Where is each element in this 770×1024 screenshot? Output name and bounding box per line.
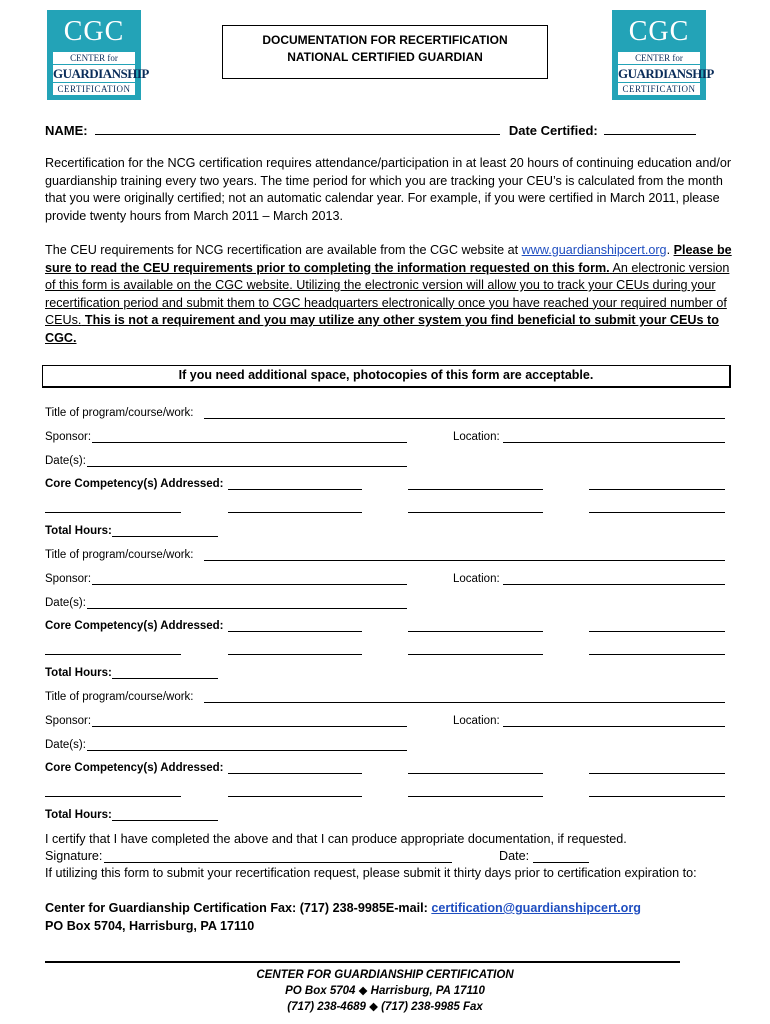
total-hours-field[interactable] [112,820,218,821]
logo-center-text: CENTER for [53,52,135,64]
core-field-1[interactable] [228,631,362,632]
core-field-3[interactable] [589,773,725,774]
core-field-4[interactable] [45,654,181,655]
dates-label: Date(s): [45,597,86,609]
title-label: Title of program/course/work: [45,691,194,703]
core-label: Core Competency(s) Addressed: [45,620,224,632]
core-field-6[interactable] [408,512,543,513]
name-row [45,122,696,138]
dates-label: Date(s): [45,455,86,467]
notice-box: If you need additional space, photocopies of this form are acceptable. [42,365,731,388]
ceu-suffix: . [666,243,671,257]
footer-divider [45,961,680,963]
logo-certification-text: CERTIFICATION [618,83,700,95]
core-field-5[interactable] [228,796,362,797]
core-field-2[interactable] [408,631,543,632]
logo-cgc-text: CGC [63,16,125,47]
core-field-1[interactable] [228,773,362,774]
cgc-address-line: PO Box 5704, Harrisburg, PA 17110 [45,919,255,933]
name-label: NAME: [45,123,88,138]
email-link[interactable]: certification@guardianshipcert.org [431,901,641,915]
signature-label: Signature: [45,849,103,863]
date-certified-label: Date Certified: [508,123,598,138]
sponsor-label: Sponsor: [45,573,92,585]
sponsor-field[interactable] [92,442,407,443]
signature-date-field[interactable] [533,862,589,863]
document-title-box [222,25,548,79]
total-hours-label: Total Hours: [45,809,112,821]
dates-field[interactable] [87,750,407,751]
not-required-text: This is not a requirement and you may utilize any other system you find beneficial to submit your CEUs to CGC. [45,313,719,345]
logo-guardianship-text: GUARDIANSHIP [53,66,149,81]
core-field-6[interactable] [408,796,543,797]
signature-date-label: Date: [499,849,530,863]
document-subtitle: NATIONAL CERTIFIED GUARDIAN [287,50,483,64]
ceu-prefix: The CEU requirements for NCG recertification are available from the CGC website at [45,243,522,257]
total-hours-label: Total Hours: [45,525,112,537]
core-label: Core Competency(s) Addressed: [45,478,224,490]
submit-instructions: If utilizing this form to submit your recertification request, please submit it thirty days prior to certification expiration to: [45,866,697,880]
dates-label: Date(s): [45,739,86,751]
title-label: Title of program/course/work: [45,407,194,419]
contact-text: Center for Guardianship Certification Fax: (717) 238-9985E-mail: [45,901,432,915]
core-field-6[interactable] [408,654,543,655]
title-field[interactable] [204,418,725,419]
ceu-paragraph [45,242,735,347]
location-label: Location: [453,715,500,727]
location-field[interactable] [503,726,725,727]
core-field-7[interactable] [589,512,725,513]
total-hours-field[interactable] [112,678,218,679]
core-field-4[interactable] [45,796,181,797]
footer-org-name: CENTER FOR GUARDIANSHIP CERTIFICATION [256,969,514,981]
logo-cgc-text: CGC [628,16,690,47]
logo-certification-text: CERTIFICATION [53,83,135,95]
dates-field[interactable] [87,608,407,609]
signature-field[interactable] [104,862,452,863]
cgc-logo-left [47,10,149,100]
logo-guardianship-text: GUARDIANSHIP [618,66,714,81]
sponsor-label: Sponsor: [45,431,92,443]
location-label: Location: [453,431,500,443]
electronic-version-text: An electronic version of this form is available on the CGC website. Utilizing the electronic version will allow you to track your CEUs during your recertification period and submit them to CGC headquarters electronically once you have reached your required number of CEUs. [45,260,730,327]
document-title: DOCUMENTATION FOR RECERTIFICATION [262,33,508,47]
core-field-3[interactable] [589,489,725,490]
certify-statement: I certify that I have completed the above and that I can produce appropriate documentation, if requested. [45,832,627,846]
core-field-2[interactable] [408,773,543,774]
location-label: Location: [453,573,500,585]
core-label: Core Competency(s) Addressed: [45,762,224,774]
cgc-logo-right [612,10,714,100]
cgc-contact-line [45,899,641,917]
intro-paragraph: Recertification for the NCG certification requires attendance/participation in at least 20 hours of continuing education and/or guardianship training every two years. The time period for which you are tracking your CEU’s is calculated from the month that you were originally certified; not an automatic calendar year. For example, if you were certified in March 2011, please provide twenty hours from March 2011 – March 2013. [45,156,732,223]
total-hours-label: Total Hours: [45,667,112,679]
dates-field[interactable] [87,466,407,467]
footer-address: PO Box 5704 ◆ Harrisburg, PA 17110 [285,985,485,997]
total-hours-field[interactable] [112,536,218,537]
sponsor-label: Sponsor: [45,715,92,727]
core-field-7[interactable] [589,796,725,797]
core-field-2[interactable] [408,489,543,490]
date-certified-field[interactable] [604,122,696,135]
sponsor-field[interactable] [92,726,407,727]
title-field[interactable] [204,560,725,561]
core-field-3[interactable] [589,631,725,632]
title-label: Title of program/course/work: [45,549,194,561]
read-requirements-text: Please be sure to read the CEU requirements prior to completing the information requested on this form. [45,243,732,275]
core-field-1[interactable] [228,489,362,490]
core-field-5[interactable] [228,654,362,655]
sponsor-field[interactable] [92,584,407,585]
location-field[interactable] [503,442,725,443]
core-field-5[interactable] [228,512,362,513]
website-link[interactable]: www.guardianshipcert.org [521,243,667,257]
core-field-7[interactable] [589,654,725,655]
core-field-4[interactable] [45,512,181,513]
title-field[interactable] [204,702,725,703]
location-field[interactable] [503,584,725,585]
name-field[interactable] [95,122,500,135]
footer-phone: (717) 238-4689 ◆ (717) 238-9985 Fax [287,1001,483,1013]
logo-center-text: CENTER for [618,52,700,64]
